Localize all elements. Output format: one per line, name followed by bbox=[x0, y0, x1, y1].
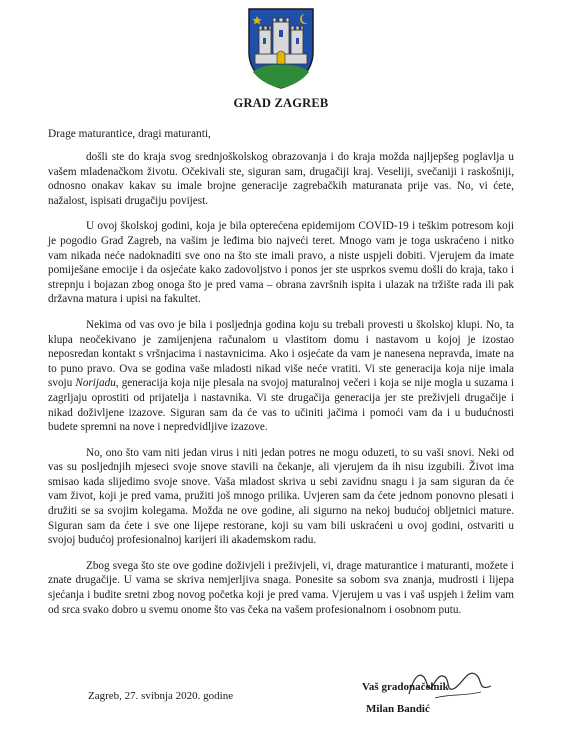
paragraph-3: Nekima od vas ovo je bila i posljednja godina koju su trebali provesti u školskoj klupi. No, ta klupa neočekivano je zamijenjena računalom u vlastitom domu i nastavom u kojoj je izostao neposredan kontakt s vršnjacima i nastavnicima. Ako i osjećate da vam je nanesena nepravda, imate na to puno pravo. Ova se godina vaše mladosti nikad više neće vratiti. Vi ste generacija koja nije imala svoju Norijadu, generacija koja nije plesala na svojoj maturalnoj večeri i koja se nije mogla u suzama i zagrljaju oprostiti od prijatelja i nastavnika. Vi ste drugačija generacija jer ste preživjeli drugačije i nikad doživljene izazove. Siguran sam da će vas to učiniti jačima i pomoći vam da i u budućnosti budete spremni na nove i nepredvidljive izazove. bbox=[48, 318, 514, 434]
zagreb-coat-of-arms-icon bbox=[245, 6, 317, 90]
norijada-emphasis: Norijadu bbox=[75, 377, 116, 390]
letter-body bbox=[48, 150, 514, 628]
paragraph-1: došli ste do kraja svog srednjoškolskog obrazovanja i do kraja možda najljepšeg poglavlja u vašem mladenačkom životu. Očekivali ste, siguran sam, drugačiji kraj. Veseliji, svečaniji i raskošniji, odnosno onakav kakav su imale brojne generacije zagrebačkih maturanata prije vas. No, vi ćete, nažalost, ispisati drugačiju povijest. bbox=[48, 151, 514, 207]
salutation: Drage maturantice, dragi maturanti, bbox=[48, 128, 211, 140]
signature-block bbox=[362, 676, 449, 720]
paragraph-2: U ovoj školskoj godini, koja je bila opterećena epidemijom COVID-19 i teškim potresom koji je pogodio Grad Zagreb, na vašim je leđima bio najveći teret. Mnogo vam je toga uskraćeno i nitko vam nikada neće nadoknaditi sve ono na što ste imali pravo, a niste uspjeli dobiti. Vjerujem da imate pomiješane emocije i da osjećate kako zadovoljstvo i ponos jer ste usprkos svemu došli do kraja, tako i strepnju i bojazan zbog onoga što je pred vama – obrana završnih ispita i ulazak na tržište rada ili pak državna matura i upisi na fakultet. bbox=[48, 220, 514, 306]
date-line: Zagreb, 27. svibnja 2020. godine bbox=[88, 690, 234, 702]
paragraph-4: No, ono što vam niti jedan virus i niti jedan potres ne mogu oduzeti, to su vaši snovi. Neki od vas su posljednjih mjeseci svoje snove stavili na čekanje, ali vjerujem da ih nisu izgubili. Život ima smisao kada slijedimo svoje snove. Vaša mladost skriva u sebi zavidnu snagu i ja sam siguran da će vam život, koji je pred vama, pružiti još mnogo prilika. Uvjeren sam da ćete jednom ponovno plesati i družiti se sa svojim kolegama. Možda ne ove godine, ali sigurno na nekoj budućoj obljetnici mature. Siguran sam da ćete i sve one lijepe restorane, koji su vam bili uskraćeni u ovoj godini, ostvariti u svojoj budućoj profesionalnoj karijeri ili akademskom radu. bbox=[48, 446, 514, 547]
paragraph-5: Zbog svega što ste ove godine doživjeli i preživjeli, vi, drage maturantice i maturanti, možete i znate drugačije. U vama se skriva nemjerljiva snaga. Ponesite sa sobom sva znanja, mudrosti i lijepa sjećanja i budite sretni zbog novog početka koji je pred vama. Vjerujem u vas i vaš uspjeh i želim vam od srca svako dobro u svemu onome što vas čeka na vašem profesionalnom i osobnom putu. bbox=[48, 559, 514, 616]
signatory-name: Milan Bandić bbox=[366, 703, 430, 715]
organization-heading: GRAD ZAGREB bbox=[233, 96, 329, 110]
closing-line: Vaš gradonačelnik bbox=[362, 681, 449, 693]
